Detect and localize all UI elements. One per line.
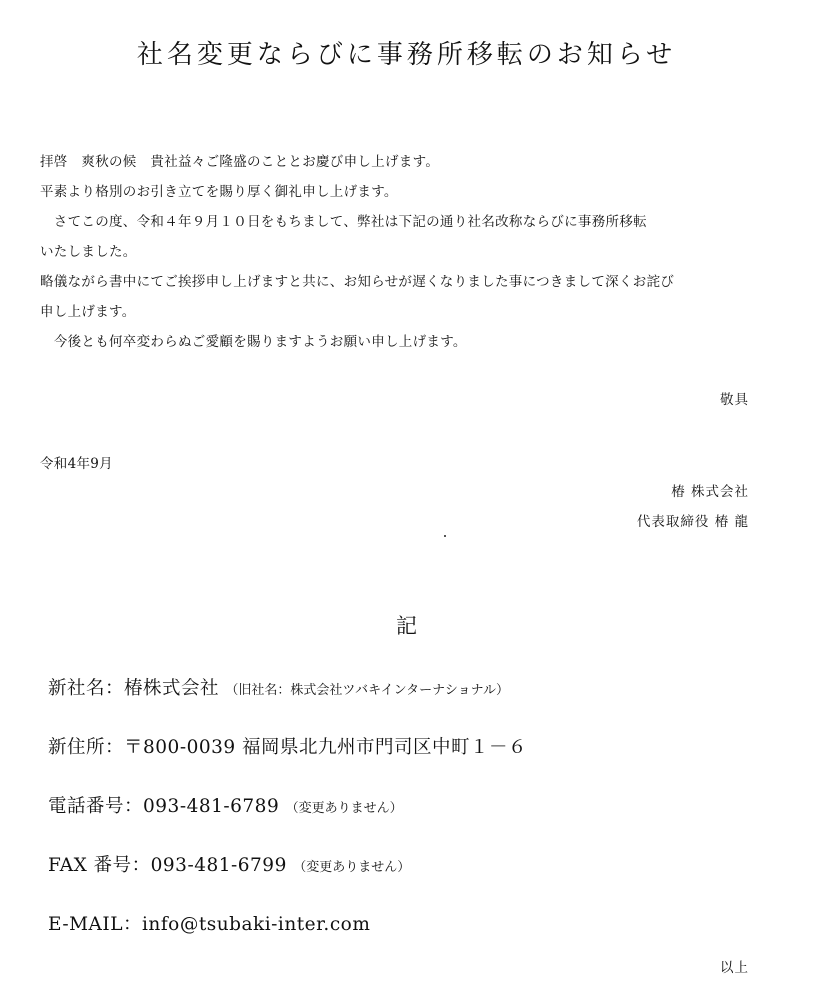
greeting-line-1: 拝啓 爽秋の候 貴社益々ご隆盛のこととお慶び申し上げます。 bbox=[40, 154, 440, 170]
closing-keigu: 敬具 bbox=[720, 392, 749, 408]
new-name-value: 椿株式会社 bbox=[124, 678, 220, 699]
fax-row bbox=[48, 851, 410, 877]
notice-heading: 記 bbox=[396, 614, 417, 638]
announcement-line-1: さてこの度、令和４年９月１０日をもちまして、弊社は下記の通り社名改称ならびに事務所移転 bbox=[40, 214, 647, 230]
sender-representative: 代表取締役 椿 龍 bbox=[636, 514, 749, 530]
announcement-line-2: いたしました。 bbox=[40, 244, 137, 260]
end-mark: 以上 bbox=[720, 960, 749, 976]
email-value: info@tsubaki-inter.com bbox=[142, 914, 371, 935]
old-name-note: （旧社名：株式会社ツバキインターナショナル） bbox=[225, 683, 509, 698]
apology-line-2: 申し上げます。 bbox=[40, 304, 136, 320]
letter-date: 令和4年9月 bbox=[40, 456, 113, 472]
address-label: 新住所： bbox=[48, 737, 125, 758]
address-value: 〒800-0039 福岡県北九州市門司区中町１－６ bbox=[124, 737, 528, 758]
email-row bbox=[48, 910, 370, 936]
document-title: 社名変更ならびに事務所移転のお知らせ bbox=[136, 40, 677, 70]
phone-label: 電話番号： bbox=[48, 796, 144, 817]
fax-note: （変更ありません） bbox=[293, 860, 411, 875]
greeting-line-2: 平素より格別のお引き立てを賜り厚く御礼申し上げます。 bbox=[40, 184, 398, 200]
new-name-label: 新社名： bbox=[48, 678, 125, 699]
new-address-row bbox=[48, 733, 527, 759]
email-label: E-MAIL： bbox=[48, 914, 142, 935]
apology-line-1: 略儀ながら書中にてご挨拶申し上げますと共に、お知らせが遅くなりました事につきまして深くお詫び bbox=[40, 274, 675, 290]
phone-note: （変更ありません） bbox=[285, 801, 403, 816]
fax-value: 093-481-6799 bbox=[150, 855, 287, 876]
closing-request-line: 今後とも何卒変わらぬご愛顧を賜りますようお願い申し上げます。 bbox=[40, 334, 467, 350]
fax-label: FAX 番号： bbox=[48, 855, 151, 876]
phone-value: 093-481-6789 bbox=[143, 796, 280, 817]
stray-dot bbox=[444, 535, 446, 537]
sender-company: 椿 株式会社 bbox=[671, 484, 749, 500]
new-company-name-row bbox=[48, 674, 509, 700]
phone-row bbox=[48, 792, 403, 818]
